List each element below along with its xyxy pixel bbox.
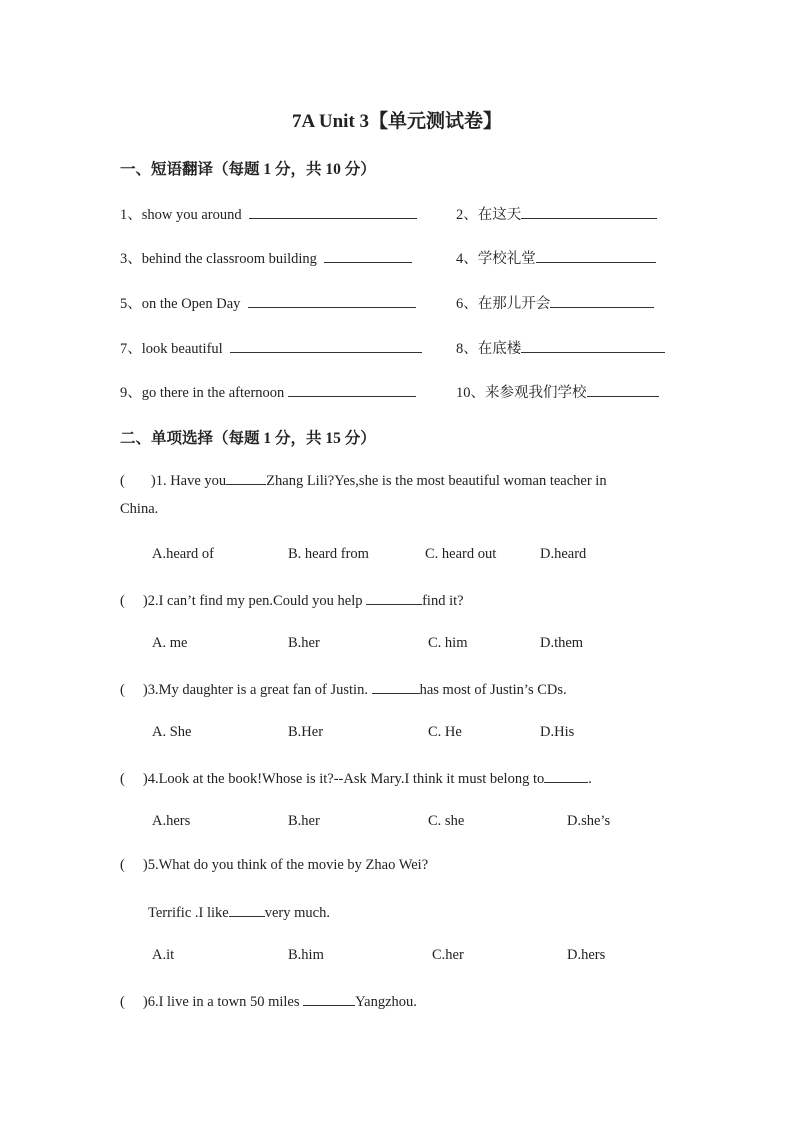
option-c: C. him	[428, 635, 468, 651]
answer-blank[interactable]	[544, 768, 588, 783]
answer-blank[interactable]	[550, 293, 654, 308]
phrase-item: 7、look beautiful	[120, 337, 422, 358]
answer-blank[interactable]	[372, 679, 420, 694]
answer-blank[interactable]	[248, 293, 416, 308]
section-heading-translation: 一、短语翻译（每题 1 分，共 10 分）	[120, 161, 376, 178]
option-d: D.heard	[540, 546, 587, 562]
phrase-item: 8、在底楼	[456, 337, 665, 358]
answer-blank[interactable]	[226, 470, 266, 485]
question-stem-continued: Terrific .I like very much.	[148, 902, 330, 922]
phrase-item: 1、show you around	[120, 203, 417, 224]
option-d: D.His	[540, 724, 575, 740]
phrase-item: 4、学校礼堂	[456, 247, 656, 268]
phrase-item: 9、go there in the afternoon	[120, 381, 416, 402]
option-c: C. she	[428, 813, 465, 829]
option-b: B.Her	[288, 724, 324, 740]
phrase-item: 2、在这天	[456, 203, 657, 224]
answer-blank[interactable]	[521, 338, 665, 353]
answer-blank[interactable]	[249, 204, 417, 219]
answer-blank[interactable]	[230, 338, 422, 353]
question-stem: ( )2.I can’t find my pen.Could you help find it?	[120, 590, 464, 610]
option-b: B.her	[288, 813, 320, 829]
answer-blank[interactable]	[521, 204, 657, 219]
answer-blank[interactable]	[536, 248, 656, 263]
answer-blank[interactable]	[324, 248, 412, 263]
phrase-item: 3、behind the classroom building	[120, 247, 412, 268]
question-stem: ( )1. Have you Zhang Lili?Yes,she is the most beautiful woman teacher in	[120, 470, 607, 490]
option-a: A.heard of	[152, 546, 215, 562]
answer-blank[interactable]	[303, 991, 355, 1006]
phrase-item: 6、在那儿开会	[456, 292, 654, 313]
option-a: A. me	[152, 635, 188, 651]
option-d: D.she’s	[567, 813, 611, 829]
option-c: C. He	[428, 724, 462, 740]
answer-blank[interactable]	[288, 382, 416, 397]
option-b: B.her	[288, 635, 320, 651]
phrase-item: 10、来参观我们学校	[456, 381, 659, 402]
option-a: A.hers	[152, 813, 191, 829]
page-title: 7A Unit 3【单元测试卷】	[291, 111, 503, 132]
option-c: C.her	[432, 947, 464, 963]
option-b: B. heard from	[288, 546, 369, 562]
question-stem: ( )6.I live in a town 50 miles Yangzhou.	[120, 991, 417, 1011]
section-heading-multiple-choice: 二、单项选择（每题 1 分，共 15 分）	[120, 430, 376, 447]
option-a: A.it	[152, 947, 175, 963]
option-c: C. heard out	[425, 546, 497, 562]
question-stem: ( )5.What do you think of the movie by Zhao Wei?	[120, 857, 429, 873]
option-d: D.hers	[567, 947, 606, 963]
answer-blank[interactable]	[366, 590, 422, 605]
question-stem-continued: China.	[120, 501, 159, 517]
option-a: A. She	[152, 724, 192, 740]
answer-blank[interactable]	[229, 902, 265, 917]
option-b: B.him	[288, 947, 324, 963]
option-d: D.them	[540, 635, 584, 651]
question-stem: ( )3.My daughter is a great fan of Justin. has most of Justin’s CDs.	[120, 679, 567, 699]
question-stem: ( )4.Look at the book!Whose is it?--Ask Mary.I think it must belong to .	[120, 768, 592, 788]
phrase-item: 5、on the Open Day	[120, 292, 416, 313]
answer-blank[interactable]	[587, 382, 659, 397]
